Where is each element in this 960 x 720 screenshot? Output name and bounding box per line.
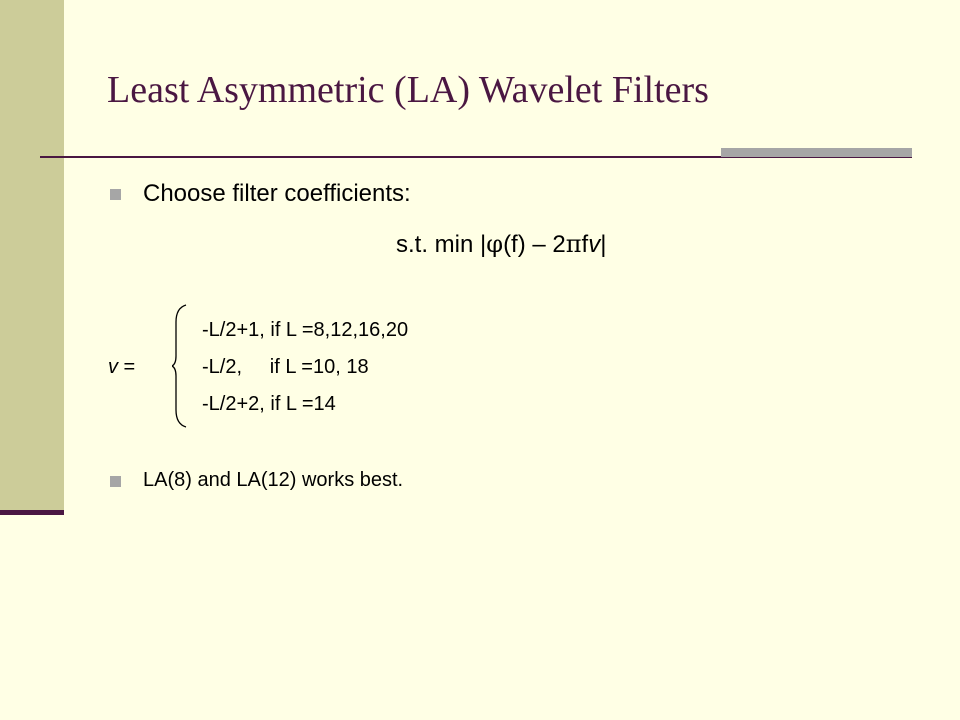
bullet-la-works-best: LA(8) and LA(12) works best. — [143, 469, 404, 491]
slide-title: Least Asymmetric (LA) Wavelet Filters — [107, 69, 709, 111]
bullet-marker — [110, 189, 121, 200]
variable-v: v — [108, 356, 118, 378]
sidebar-accent-bar — [0, 510, 64, 515]
pi-symbol: π — [565, 230, 582, 258]
formula-end: | — [600, 231, 607, 258]
formula-middle: (f) – 2 — [503, 231, 566, 258]
formula-f: f — [581, 231, 589, 258]
case-line-1: -L/2+1, if L =8,12,16,20 — [202, 319, 409, 341]
bullet-choose-coefficients: Choose filter coefficients: — [143, 180, 411, 207]
sidebar-band — [0, 0, 64, 512]
formula-v: v — [588, 231, 601, 258]
title-divider-accent — [721, 148, 912, 157]
bullet-marker — [110, 476, 121, 487]
equals-sign: = — [118, 356, 136, 378]
case-line-2: -L/2, if L =10, 18 — [202, 356, 369, 378]
formula-line — [396, 230, 606, 259]
formula-prefix: s.t. min | — [396, 231, 487, 258]
curly-brace — [172, 304, 188, 428]
cases-lhs — [108, 356, 135, 379]
phi-symbol: φ — [486, 230, 504, 258]
case-line-3: -L/2+2, if L =14 — [202, 393, 336, 415]
